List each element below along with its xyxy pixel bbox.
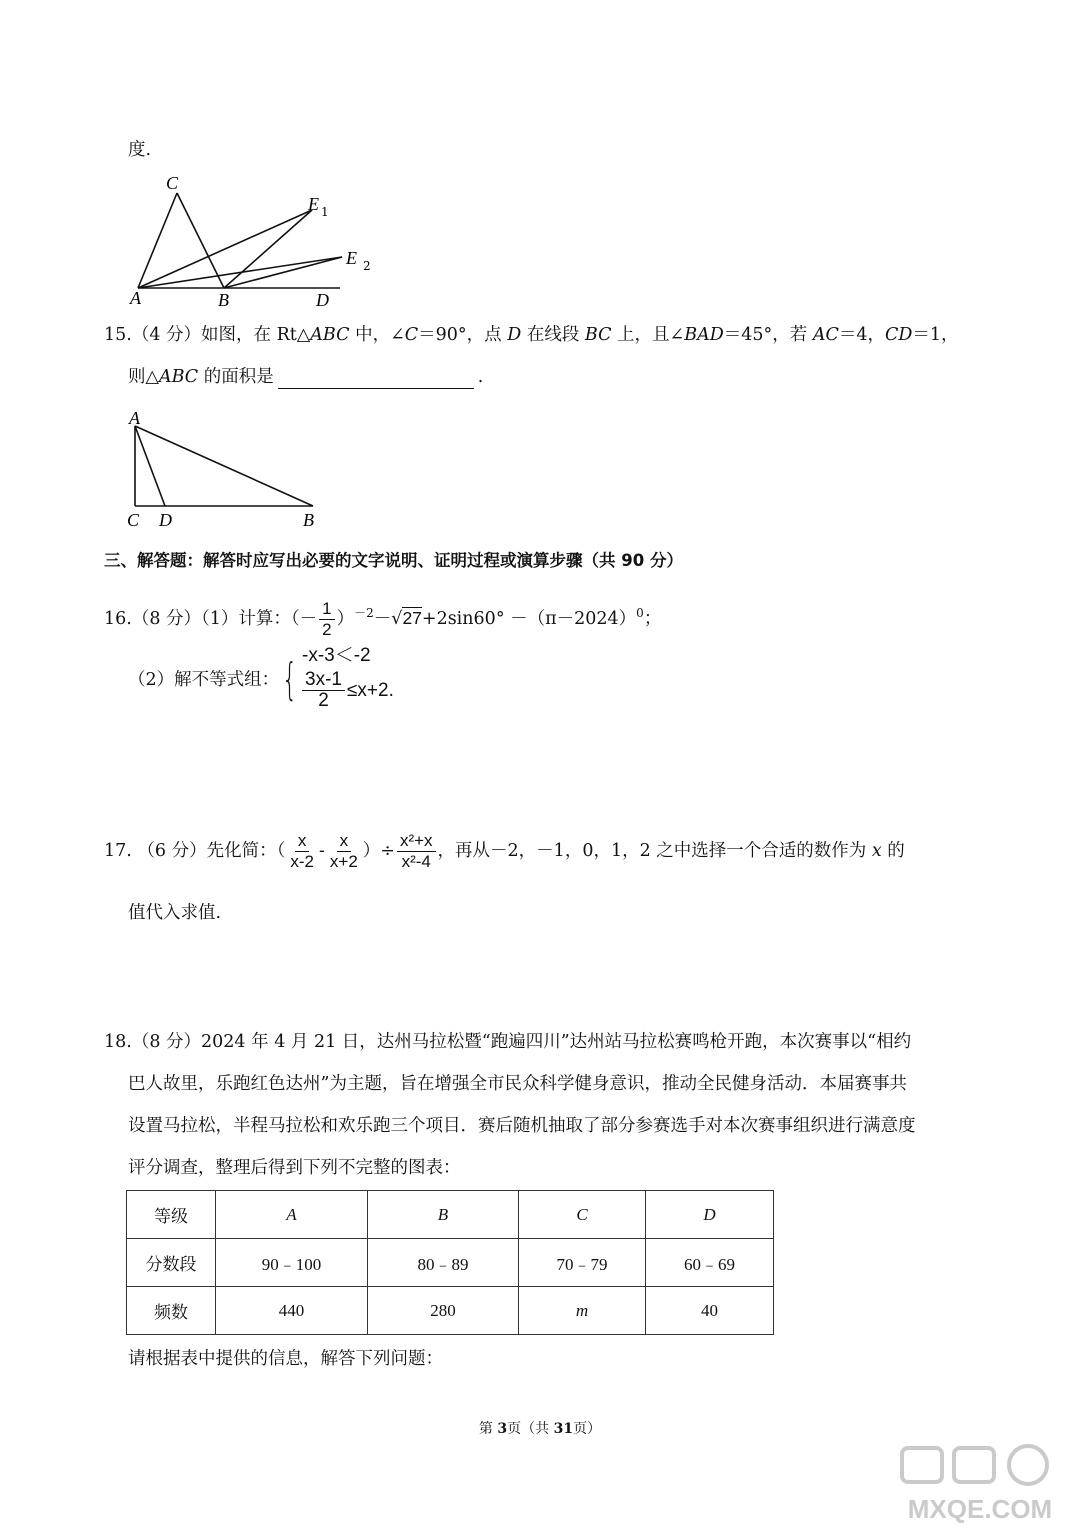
fig15-label-d: D [159, 510, 172, 530]
fig14-label-e1-sub: 1 [321, 205, 329, 219]
fig14-label-e1: E [308, 194, 319, 214]
table-cell: 40 [646, 1287, 774, 1335]
q14-tail: 度. [128, 140, 152, 160]
table-row [127, 1239, 774, 1287]
q16-part1: 16.（8 分）（1）计算：（－ $\frac{1}{2}$ ）$^{-2}-√27+2\sin 60^\circ -(\pi-2024)^0$； [104, 598, 662, 639]
inequality-1: -x-3＜-2 [302, 645, 371, 666]
table-cell: m [519, 1287, 646, 1335]
fig15-line-ab [135, 426, 313, 506]
table-cell: 70﹣79 [519, 1239, 646, 1287]
q16-radicand: 27 [402, 607, 422, 628]
table-cell: 60﹣69 [646, 1239, 774, 1287]
fig14-label-e2-sub: 2 [363, 259, 371, 273]
fig14-label-c: C [166, 173, 179, 193]
table-header: 等级 [127, 1191, 216, 1239]
fig15-label-c: C [127, 510, 140, 530]
fig15-label-b: B [303, 510, 314, 530]
q15-line1: 15.（4 分）如图，在 Rt△ABC 中，∠C＝90°，点 D 在线段 BC 上，且∠BAD＝45°，若 AC＝4，CD＝1， [104, 325, 959, 345]
q17-line2: 值代入求值. [128, 903, 222, 923]
answer-blank[interactable] [278, 370, 474, 389]
table-header: 频数 [127, 1287, 216, 1335]
figure-q15 [120, 404, 340, 532]
table-row [127, 1191, 774, 1239]
grade-table [126, 1190, 774, 1335]
table-cell: B [368, 1191, 519, 1239]
svg-text:MXQE.COM: MXQE.COM [907, 1494, 1053, 1524]
section-3-heading: 三、解答题：解答时应写出必要的文字说明、证明过程或演算步骤（共 90 分） [104, 551, 683, 570]
q17-line1: 17. （6 分）先化简：（ $\frac{x}{x-2}$ - $\frac{x}{x+2}$ ）÷ $\frac{\text{x²+x}}{\text{x²-4}}$ ，再从－2，－1，0，1，2 之中选择一个合适的数作为 x 的 [104, 831, 905, 871]
q16-fraction: $\frac{1}{2}$ [319, 599, 334, 640]
q16-part2-label: （2）解不等式组： [128, 670, 280, 690]
q18-line2: 巴人故里，乐跑红色达州”为主题，旨在增强全市民众科学健身意识，推动全民健身活动．本届赛事共 [128, 1074, 907, 1094]
table-cell: A [216, 1191, 368, 1239]
inequality-2: $\frac{3x-1}{2}$ ≤x+2 . [300, 670, 394, 711]
q18-line3: 设置马拉松，半程马拉松和欢乐跑三个项目．赛后随机抽取了部分参赛选手对本次赛事组织进行满意度 [128, 1116, 916, 1136]
q18-line4: 评分调查，整理后得到下列不完整的图表： [128, 1158, 461, 1178]
fig14-label-e2: E [346, 248, 357, 268]
table-row [127, 1287, 774, 1335]
q18-line1: 18.（8 分）2024 年 4 月 21 日，达州马拉松暨“跑遍四川”达州站马拉松赛鸣枪开跑，本次赛事以“相约 [104, 1032, 912, 1052]
table-cell: C [519, 1191, 646, 1239]
fig14-label-b: B [218, 290, 229, 310]
fig14-label-d: D [316, 290, 329, 310]
table-cell: 440 [216, 1287, 368, 1335]
table-cell: D [646, 1191, 774, 1239]
fig14-line-cb [177, 193, 224, 288]
system-brace: { [282, 654, 298, 705]
figure-q14 [120, 170, 390, 310]
page-footer: 第 3页（共 31页） [478, 1421, 602, 1437]
q18-after-table: 请根据表中提供的信息，解答下列问题： [128, 1349, 443, 1369]
fig14-label-a: A [130, 288, 141, 308]
table-cell: 280 [368, 1287, 519, 1335]
q15-line2: 则△ABC 的面积是 . [128, 367, 484, 387]
fig14-line-ae1 [138, 210, 312, 288]
table-header: 分数段 [127, 1239, 216, 1287]
fig15-label-a: A [129, 408, 140, 428]
table-cell: 80﹣89 [368, 1239, 519, 1287]
table-cell: 90﹣100 [216, 1239, 368, 1287]
watermark-logo [880, 1438, 1080, 1527]
